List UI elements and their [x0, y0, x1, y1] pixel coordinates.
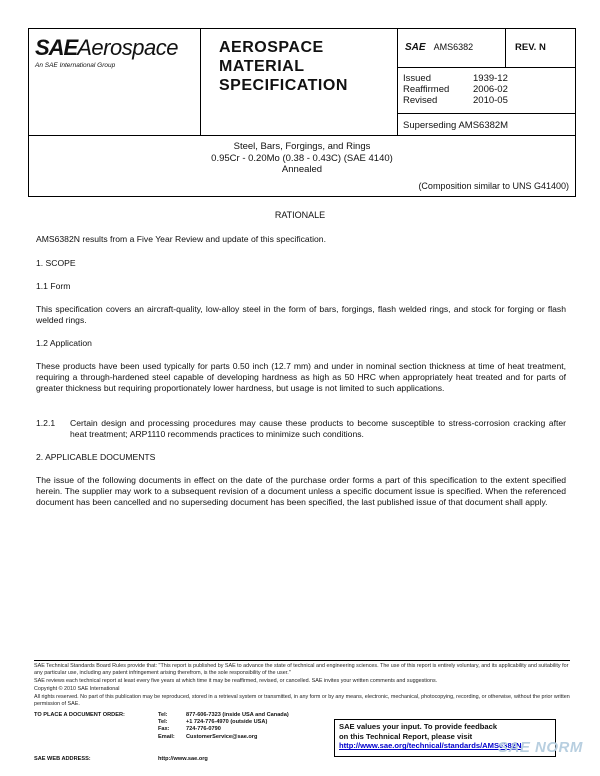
- section-1-1-heading: 1.1 Form: [36, 281, 71, 291]
- composition-note: (Composition similar to UNS G41400): [418, 181, 569, 191]
- fax-value: 724-776-0790: [186, 726, 221, 733]
- issued-value: 1939-12: [473, 73, 508, 84]
- feedback-line-2: on this Technical Report, please visit: [339, 731, 473, 741]
- small-sae-logo: SAE: [405, 42, 426, 53]
- tel2-value: +1 724-776-4970 (outside USA): [186, 719, 268, 726]
- tel2-label: Tel:: [158, 719, 168, 726]
- footer-rules-text: SAE Technical Standards Board Rules provide that: "This report is published by SAE to advance the state of technical and engineering sciences. The use of this report is entirely voluntary, and its applicability and suitability for any particular use, including any patent infringement arising therefrom, is the sole responsibility of the user.": [34, 663, 569, 676]
- subject-line-1: Steel, Bars, Forgings, and Rings: [233, 141, 371, 152]
- revised-value: 2010-05: [473, 95, 508, 106]
- feedback-line-1: SAE values your input. To provide feedback: [339, 722, 498, 731]
- footer-rights-text: All rights reserved. No part of this publication may be reproduced, stored in a retrieval system or transmitted, in any form or by any means, electronic, mechanical, photocopying, recording, or otherwise, without the prior written permission of SAE.: [34, 694, 570, 707]
- header-divider-2: [397, 29, 398, 135]
- subject-box: [28, 135, 576, 197]
- order-label: TO PLACE A DOCUMENT ORDER:: [34, 712, 125, 718]
- title-line-3: SPECIFICATION: [219, 77, 348, 94]
- reaffirmed-label: Reaffirmed: [403, 84, 450, 95]
- web-value[interactable]: http://www.sae.org: [158, 756, 208, 762]
- header-hline-2: [397, 113, 575, 114]
- subject-line-3: Annealed: [281, 164, 323, 175]
- tel-label: Tel:: [158, 712, 168, 718]
- header-divider-1: [200, 29, 201, 135]
- sae-norm-watermark: SAE NORM: [498, 739, 583, 756]
- rationale-heading: RATIONALE: [274, 210, 326, 220]
- header-divider-3: [505, 29, 506, 67]
- logo-sae-text: SAE: [35, 35, 78, 60]
- footer-review-text: SAE reviews each technical report at least every five years at which time it may be reaffirmed, revised, or cancelled. SAE invites your written comments and suggestions.: [34, 678, 438, 684]
- title-line-2: MATERIAL: [219, 58, 305, 75]
- doc-number-cell: [405, 42, 473, 53]
- section-2-heading: 2. APPLICABLE DOCUMENTS: [36, 452, 156, 462]
- email-value[interactable]: CustomerService@sae.org: [186, 733, 258, 740]
- rationale-text: AMS6382N results from a Five Year Review and update of this specification.: [36, 234, 326, 244]
- section-1-2-text: These products have been used typically for parts 0.50 inch (12.7 mm) and under in nominal section thickness at time of heat treatment, requiring a through-hardened steel capable of developing hardness as high as 50 HRC when appropriately heat treated and for parts of greater thickness but requiring proportionately lower hardness, but usage is not limited to such applications.: [36, 361, 566, 393]
- section-1-2-heading: 1.2 Application: [36, 338, 92, 348]
- sae-aerospace-logo: [35, 35, 178, 61]
- header-hline-1: [397, 67, 575, 68]
- header-box: [28, 28, 576, 136]
- section-1-2-1-number: 1.2.1: [36, 418, 56, 428]
- reaffirmed-value: 2006-02: [473, 84, 508, 95]
- subject-line-2: 0.95Cr - 0.20Mo (0.38 - 0.43C) (SAE 4140): [211, 152, 393, 164]
- subject-title: [29, 141, 575, 176]
- logo-tagline: An SAE International Group: [35, 62, 116, 69]
- issued-label: Issued: [403, 73, 431, 84]
- logo-aerospace-text: Aerospace: [77, 35, 178, 60]
- doc-number: AMS6382: [433, 42, 474, 52]
- email-label: Email:: [158, 733, 175, 740]
- doc-title: [219, 38, 348, 95]
- section-1-1-text: This specification covers an aircraft-quality, low-alloy steel in the form of bars, forgings, flash welded rings, and stock for forging or flash welded rings.: [36, 304, 566, 325]
- footer-copyright: Copyright © 2010 SAE International: [34, 686, 120, 692]
- revision-label: REV. N: [515, 42, 546, 53]
- superseding-note: Superseding AMS6382M: [403, 120, 509, 131]
- section-1-2-1-text: Certain design and processing procedures may cause these products to become susceptible to stress-corrosion cracking after heat treatment; ARP1110 recommends practices to minimize such conditions.: [70, 418, 566, 439]
- contact-block: [158, 712, 328, 741]
- web-label: SAE WEB ADDRESS:: [34, 756, 91, 762]
- feedback-link[interactable]: http://www.sae.org/technical/standards/AMS6382N: [339, 741, 522, 751]
- section-1-heading: 1. SCOPE: [36, 258, 76, 268]
- title-line-1: AEROSPACE: [219, 39, 324, 56]
- footer-rule: [34, 660, 570, 661]
- revised-label: Revised: [403, 95, 438, 106]
- dates-block: [403, 73, 508, 106]
- section-2-text: The issue of the following documents in effect on the date of the purchase order forms a part of this specification to the extent specified herein. The supplier may work to a subsequent revision of a document unless a specific document issue is specified. When the referenced document has been cancelled and no superseding document has been specified, the last published issue of that document shall apply.: [36, 475, 566, 507]
- fax-label: Fax:: [158, 726, 170, 733]
- tel-value: 877-606-7323 (inside USA and Canada): [186, 712, 289, 718]
